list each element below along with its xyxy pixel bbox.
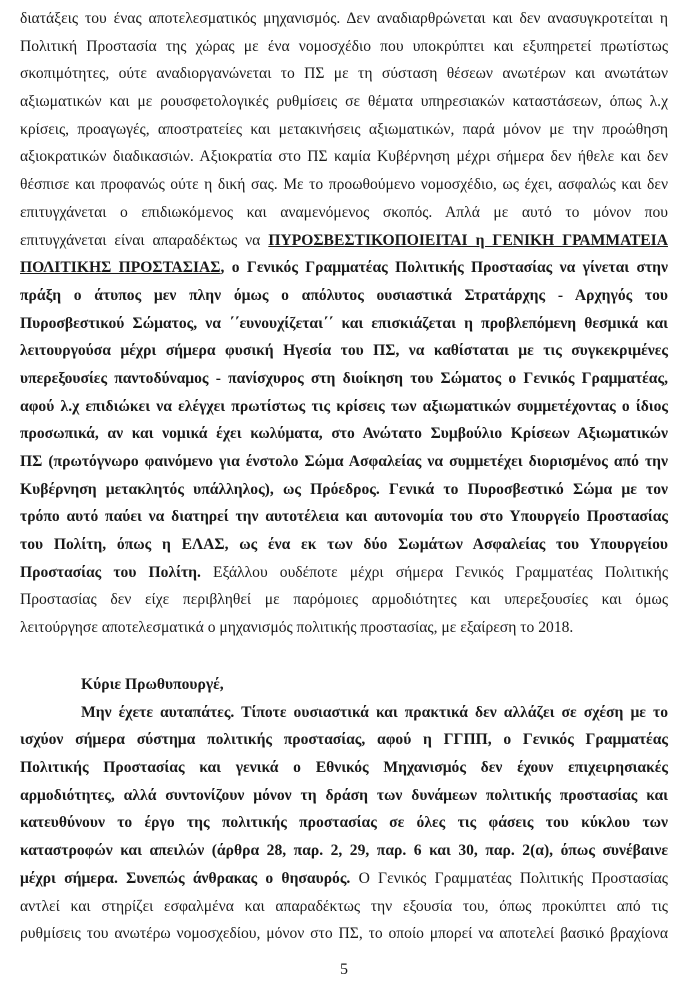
paragraph-main	[20, 5, 668, 642]
text-line	[20, 586, 668, 614]
bold-text: καταστροφών και απειλών (άρθρα 28, παρ. 2, 29, παρ. 6 και 30, παρ. 2(α), όπως συνέβαινε	[20, 842, 668, 860]
text-span: θέσπισε και προφανώς ούτε η δική σας. Με το προωθούμενο νομοσχέδιο, ως έχει, ασφαλώς και δεν	[20, 176, 668, 194]
text-line	[20, 782, 668, 810]
bold-text: του Πολίτη, όπως η ΕΛΑΣ, ως ένα εκ των δύο Σωμάτων Ασφαλείας του Υπουργείου	[20, 536, 668, 554]
text-span: Προστασίας δεν είχε περιβληθεί με παρόμοιες αρμοδιότητες και υπερεξουσίες και όμως	[20, 591, 668, 609]
bold-text: μέχρι σήμερα. Συνεπώς άνθρακας ο θησαυρός.	[20, 869, 351, 887]
text-span: αξιωματικών και με ρουσφετολογικές ρυθμίσεις σε θέματα υπηρεσιακών καταστάσεων, όπως λ.χ	[20, 93, 668, 111]
text-line	[20, 88, 668, 116]
text-line	[20, 865, 668, 893]
text-span: διατάξεις του ένας αποτελεσματικός μηχανισμός. Δεν αναδιαρθρώνεται και δεν ανασυγκροτείται η	[20, 10, 668, 27]
bold-text: Κύριε Πρωθυπουργέ,	[81, 676, 224, 693]
text-line	[20, 809, 668, 837]
text-span: Πολιτική Προστασία της χώρας με ένα νομοσχέδιο που υποκρύπτει και εξυπηρετεί πρωτίστως	[20, 37, 668, 55]
bold-text: Πυροσβεστικού Σώματος, να ΄΄ευνουχίζεται΄΄ και επισκιάζεται η προβλεπόμενη θεσμικά και	[20, 314, 668, 332]
text-line	[20, 920, 668, 948]
text-line	[20, 282, 668, 310]
bold-underlined-text: ΠΟΛΙΤΙΚΗΣ ΠΡΟΣΤΑΣΙΑΣ	[20, 259, 221, 277]
bold-text: κατευθύνουν το έργο της πολιτικής προστασίας σε όλες τις φάσεις του κύκλου των	[20, 814, 668, 832]
paragraph-address-prime-minister	[20, 671, 668, 948]
bold-text: ισχύον σήμερα σύστημα πολιτικής προστασίας, αφού η ΓΓΠΠ, ο Γενικός Γραμματέας	[20, 731, 668, 749]
text-span: αντλεί και στηρίζει εσφαλμένα και απαραδέκτως την εξουσία του, όπως προκύπτει από τις	[20, 897, 668, 915]
text-line	[20, 60, 668, 88]
bold-text: , ο Γενικός Γραμματέας Πολιτικής Προστασίας να γίνεται στην	[220, 259, 668, 277]
text-line	[20, 448, 668, 476]
text-line	[20, 559, 668, 587]
bold-text: Μην έχετε αυταπάτες. Τίποτε ουσιαστικά και πρακτικά δεν αλλάζει σε σχέση με το	[81, 703, 668, 721]
text-line	[20, 893, 668, 921]
text-line	[20, 726, 668, 754]
text-line	[20, 254, 668, 282]
text-span: λειτούργησε αποτελεσματικά ο μηχανισμός πολιτικής προστασίας, με εξαίρεση το 2018.	[20, 619, 574, 637]
text-span: ρυθμίσεις του ανωτέρω νομοσχεδίου, μόνον στο ΠΣ, το οποίο μπορεί να αποτελεί βασικό βραχίονα	[20, 925, 668, 943]
bold-text: Πολιτικής Προστασίας και γενικά ο Εθνικός Μηχανισμός δεν έχουν επιχειρησιακές	[20, 759, 668, 777]
text-line	[20, 837, 668, 865]
text-line	[20, 171, 668, 199]
text-span: Εξάλλου ουδέποτε μέχρι σήμερα Γενικός Γραμματέας Πολιτικής	[200, 563, 668, 581]
text-line	[20, 614, 668, 642]
text-line	[20, 365, 668, 393]
bold-text: προσωπικά, αν και νομικά έχει κωλύματα, στο Ανώτατο Συμβούλιο Κρίσεων Αξιωματικών	[20, 425, 668, 443]
bold-text: Κυβέρνηση μετακλητός υπάλληλος), ως Πρόεδρος. Γενικά το Πυροσβεστικό Σώμα με τον	[20, 480, 668, 498]
text-line	[20, 199, 668, 227]
text-line	[20, 754, 668, 782]
bold-text: υπερεξουσίες παντοδύναμος - πανίσχυρος στη διοίκηση του Σώματος ο Γενικός Γραμματέας,	[20, 369, 668, 387]
text-line	[20, 5, 668, 33]
text-span: Ο Γενικός Γραμματέας Πολιτικής Προστασίας	[350, 869, 668, 887]
text-span: επιτυγχάνεται είναι απαραδέκτως να	[20, 231, 269, 249]
text-span: επιτυγχάνεται ο επιδιωκόμενος και αναμενόμενος σκοπός. Απλά με αυτό το μόνον που	[20, 203, 668, 221]
text-line	[20, 393, 668, 421]
text-span: κρίσεις, προαγωγές, αποστρατείες και μετακινήσεις αξιωματικών, παρά μόνον με την προώθηση	[20, 120, 668, 138]
text-line	[20, 531, 668, 559]
text-line	[20, 116, 668, 144]
text-span: αξιοκρατικών διαδικασιών. Αξιοκρατία στο ΠΣ καμία Κυβέρνηση μέχρι σήμερα δεν ήθελε και δεν	[20, 148, 668, 166]
text-line	[20, 310, 668, 338]
text-line	[20, 420, 668, 448]
text-line	[20, 227, 668, 255]
bold-text: Προστασίας του Πολίτη.	[20, 563, 201, 581]
bold-text: αρμοδιότητες, αλλά συντονίζουν μόνον τη δράση των δυνάμεων πολιτικής προστασίας και	[20, 786, 668, 804]
bold-underlined-text: ΠΥΡΟΣΒΕΣΤΙΚΟΠΟΙΕΙΤΑΙ η ΓΕΝΙΚΗ ΓΡΑΜΜΑΤΕΙΑ	[268, 231, 668, 249]
text-line	[20, 699, 668, 727]
bold-text: ΠΣ (πρωτόγνωρο φαινόμενο για ένστολο Σώμα Ασφαλείας να συμμετέχει διορισμένος από την	[20, 453, 668, 470]
bold-text: αφού λ.χ επιδιώκει να ελέγχει πρωτίστως τις κρίσεις των αξιωματικών συμμετέχοντας ο ίδιος	[20, 397, 668, 415]
bold-text: πράξη ο άτυπος μεν πλην όμως ο απόλυτος ουσιαστικά Στρατάρχης - Αρχηγός του	[20, 286, 668, 304]
text-line	[20, 503, 668, 531]
bold-text: λειτουργούσα μέχρι σήμερα φυσική Ηγεσία του ΠΣ, να καθίσταται με τις συγκεκριμένες	[20, 342, 668, 360]
text-line	[20, 33, 668, 61]
text-span: σκοπιμότητες, ούτε αναδιοργανώνεται το ΠΣ με τη σύσταση θέσεων ανωτέρων και ανωτάτων	[20, 65, 668, 83]
text-line	[20, 143, 668, 171]
page-number: 5	[340, 961, 348, 978]
text-line	[20, 476, 668, 504]
text-line	[20, 671, 668, 699]
bold-text: τρόπο αυτό παύει να διατηρεί την αυτοτέλεια και αυτονομία του στο Υπουργείο Προστασίας	[20, 508, 668, 526]
text-line	[20, 337, 668, 365]
